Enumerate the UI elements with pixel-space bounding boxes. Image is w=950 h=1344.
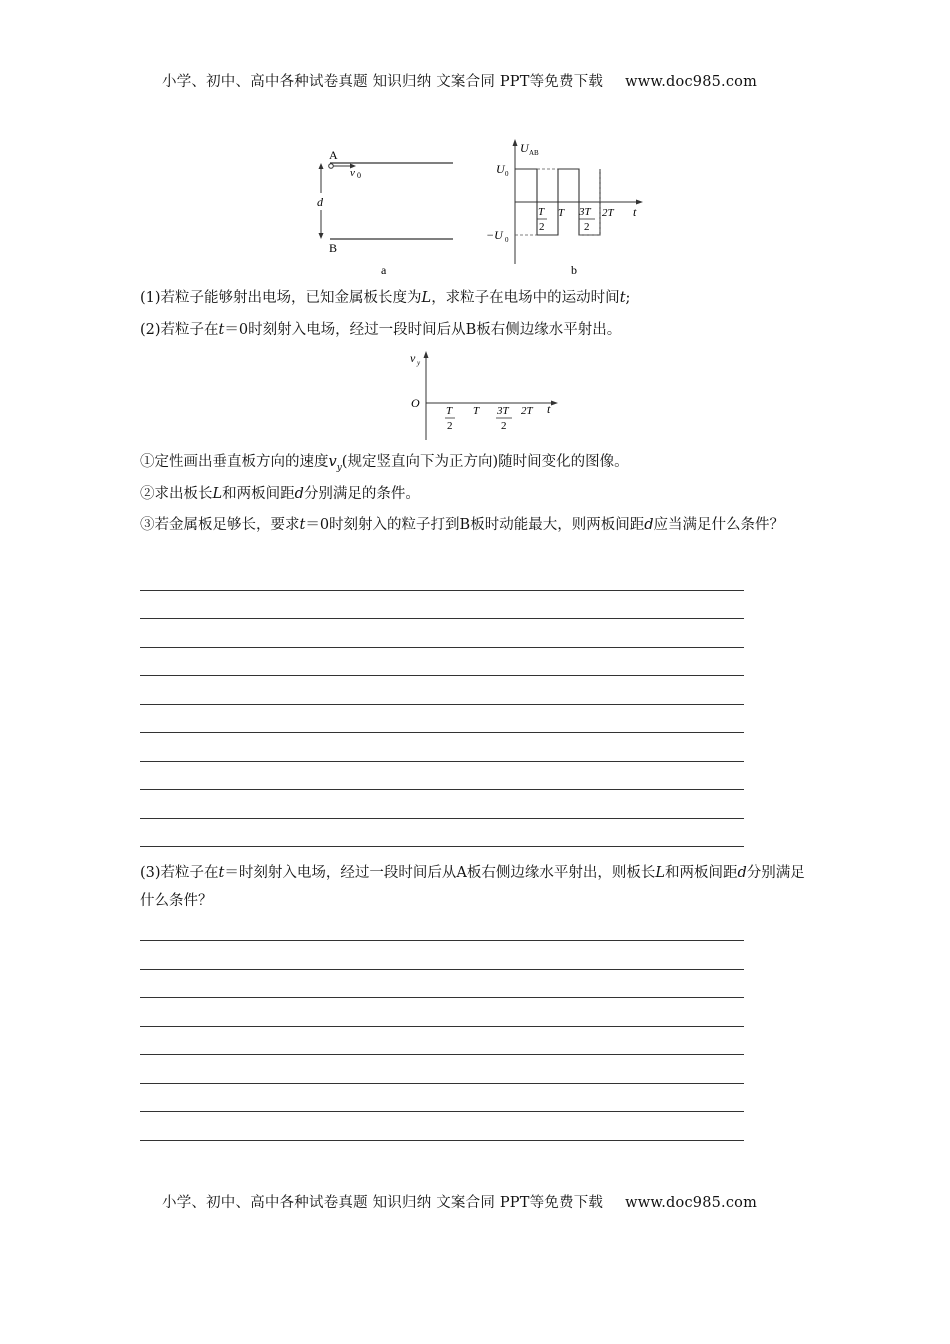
footer-site: www.doc985.com	[625, 1195, 758, 1211]
answer-line	[140, 818, 744, 819]
label-d: d	[317, 195, 323, 209]
s1-var-sub: y	[336, 462, 342, 473]
figure-a-plates	[300, 140, 465, 280]
question-3	[140, 859, 812, 915]
tick-3t2-num: 3T	[579, 206, 591, 218]
vy-tick-2t: 2T	[521, 405, 533, 417]
answer-line	[140, 789, 744, 790]
s3-var-d: d	[644, 517, 654, 533]
figure-b-voltage	[480, 136, 650, 280]
vy-label-sub: y	[417, 359, 421, 367]
answer-line	[140, 1026, 744, 1027]
subquestion-3	[140, 511, 812, 539]
vy-tick-3t2-den: 2	[501, 420, 507, 432]
tick-t: T	[558, 207, 565, 219]
label-b: B	[329, 241, 338, 255]
label-v0: v	[350, 167, 355, 179]
header-text: 小学、初中、高中各种试卷真题 知识归纳 文案合同 PPT等免费下载	[162, 74, 604, 90]
question-1	[140, 288, 630, 308]
answer-line	[140, 997, 744, 998]
q1-text-c: ;	[625, 290, 631, 306]
answer-line	[140, 940, 744, 941]
s3-text-c: 应当满足什么条件？	[653, 517, 785, 533]
q2-text-a: (2)若粒子在	[140, 322, 219, 338]
uab-label: U	[520, 141, 529, 155]
label-a: A	[329, 148, 338, 162]
subquestion-2	[140, 484, 420, 504]
q1-var-l: L	[421, 290, 432, 306]
tick-2t: 2T	[602, 207, 614, 219]
q3-text-b: ＝时刻射入电场，经过一段时间后从A板右侧边缘水平射出，则板长	[224, 865, 656, 881]
figure-vy-graph	[400, 348, 565, 443]
vy-tick-t2-den: 2	[447, 420, 453, 432]
label-v0-sub: 0	[357, 171, 361, 180]
vy-label: v	[410, 351, 416, 365]
s3-text-b: ＝0时刻射入的粒子打到B板时动能最大，则两板间距	[305, 517, 645, 533]
s1-text-b: (规定竖直向下为正方向)随时间变化的图像。	[341, 454, 629, 470]
q3-var-t: t	[218, 865, 225, 881]
page-header	[162, 70, 757, 91]
s3-text-a: ③若金属板足够长，要求	[140, 517, 300, 533]
footer-text: 小学、初中、高中各种试卷真题 知识归纳 文案合同 PPT等免费下载	[162, 1195, 604, 1211]
q2-var-t: t	[218, 322, 225, 338]
caption-a: a	[381, 263, 387, 277]
s1-text-a: ①定性画出垂直板方向的速度	[140, 454, 329, 470]
s3-var-t: t	[299, 517, 306, 533]
s2-text-a: ②求出板长	[140, 486, 213, 502]
answer-line	[140, 675, 744, 676]
answer-line	[140, 1054, 744, 1055]
answer-line	[140, 846, 744, 847]
s2-text-b: 和两板间距	[222, 486, 295, 502]
q1-text-a: (1)若粒子能够射出电场，已知金属板长度为	[140, 290, 422, 306]
q3-var-l: L	[655, 865, 665, 881]
u0-label: U	[496, 162, 505, 176]
vy-tick-t: T	[473, 405, 480, 417]
q1-var-t: t	[619, 290, 626, 306]
header-site: www.doc985.com	[625, 74, 758, 90]
neg-u0-label: −U	[486, 228, 503, 242]
particle-dot	[329, 164, 334, 169]
answer-line	[140, 761, 744, 762]
page-footer	[162, 1191, 757, 1212]
answer-line	[140, 647, 744, 648]
tick-t2-num: T	[538, 206, 545, 218]
subquestion-1	[140, 452, 629, 478]
answer-line	[140, 1111, 744, 1112]
caption-b: b	[571, 263, 577, 277]
answer-line	[140, 969, 744, 970]
u0-sub: 0	[505, 170, 509, 178]
answer-line	[140, 704, 744, 705]
answer-line	[140, 732, 744, 733]
uab-label-sub: AB	[529, 149, 539, 157]
tick-3t2-den: 2	[584, 221, 590, 233]
s2-var-l: L	[212, 486, 223, 502]
s2-text-c: 分别满足的条件。	[303, 486, 420, 502]
q3-text-c: 和两板间距	[665, 865, 738, 881]
q1-text-b: ，求粒子在电场中的运动时间	[431, 290, 620, 306]
s2-var-d: d	[294, 486, 304, 502]
uab-t-label: t	[633, 205, 637, 219]
answer-line	[140, 1140, 744, 1141]
answer-line	[140, 1083, 744, 1084]
neg-u0-sub: 0	[505, 236, 509, 244]
vy-origin: O	[411, 396, 420, 410]
q2-text-b: ＝0时刻射入电场，经过一段时间后从B板右侧边缘水平射出。	[224, 322, 622, 338]
answer-line	[140, 618, 744, 619]
answer-line	[140, 590, 744, 591]
tick-t2-den: 2	[539, 221, 545, 233]
q3-var-d: d	[737, 865, 747, 881]
question-2	[140, 320, 621, 340]
s1-var-v: v	[328, 454, 337, 470]
vy-tick-t2-num: T	[446, 405, 453, 417]
q3-text-a: (3)若粒子在	[140, 865, 219, 881]
vy-tick-3t2-num: 3T	[497, 405, 509, 417]
vy-t-label: t	[547, 402, 551, 416]
q3-text-e: 分别满足什么条件？	[140, 865, 805, 909]
